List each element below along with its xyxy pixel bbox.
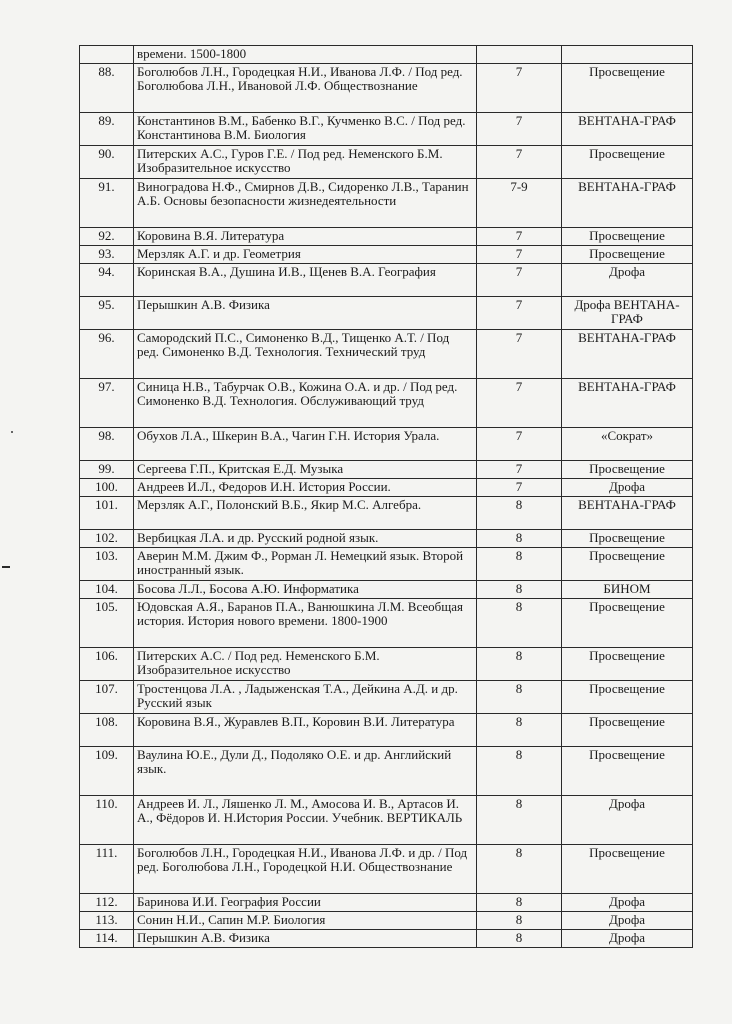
publisher-cell: Просвещение bbox=[562, 599, 693, 648]
publisher-cell: Просвещение bbox=[562, 228, 693, 246]
grade-cell: 7 bbox=[477, 297, 562, 330]
row-number: 88. bbox=[80, 64, 134, 113]
book-title: Андреев И.Л., Федоров И.Н. История России. bbox=[134, 479, 477, 497]
publisher-cell: Просвещение bbox=[562, 714, 693, 747]
row-number: 110. bbox=[80, 796, 134, 845]
row-number: 99. bbox=[80, 461, 134, 479]
book-title: Перышкин А.В. Физика bbox=[134, 297, 477, 330]
book-title: Виноградова Н.Ф., Смирнов Д.В., Сидоренко Л.В., Таранин А.Б. Основы безопасности жизнедеятельности bbox=[134, 179, 477, 228]
grade-cell: 7 bbox=[477, 330, 562, 379]
grade-cell: 8 bbox=[477, 747, 562, 796]
row-number: 92. bbox=[80, 228, 134, 246]
book-title: Сонин Н.И., Сапин М.Р. Биология bbox=[134, 912, 477, 930]
table-row bbox=[80, 681, 693, 714]
row-number bbox=[80, 46, 134, 64]
row-number: 113. bbox=[80, 912, 134, 930]
row-number: 108. bbox=[80, 714, 134, 747]
row-number: 107. bbox=[80, 681, 134, 714]
grade-cell: 7 bbox=[477, 379, 562, 428]
book-title: Мерзляк А.Г., Полонский В.Б., Якир М.С. Алгебра. bbox=[134, 497, 477, 530]
grade-cell: 7 bbox=[477, 228, 562, 246]
row-number: 91. bbox=[80, 179, 134, 228]
publisher-cell: Дрофа bbox=[562, 264, 693, 297]
grade-cell: 8 bbox=[477, 581, 562, 599]
grade-cell: 7 bbox=[477, 246, 562, 264]
table-row bbox=[80, 796, 693, 845]
book-title: Андреев И. Л., Ляшенко Л. М., Амосова И. В., Артасов И. А., Фёдоров И. Н.История России. Учебник. ВЕРТИКАЛЬ bbox=[134, 796, 477, 845]
book-title: Перышкин А.В. Физика bbox=[134, 930, 477, 948]
publisher-cell: Дрофа bbox=[562, 930, 693, 948]
grade-cell: 8 bbox=[477, 912, 562, 930]
grade-cell: 7 bbox=[477, 264, 562, 297]
table-row bbox=[80, 461, 693, 479]
grade-cell: 7 bbox=[477, 479, 562, 497]
row-number: 100. bbox=[80, 479, 134, 497]
book-title: Аверин М.М. Джим Ф., Рорман Л. Немецкий язык. Второй иностранный язык. bbox=[134, 548, 477, 581]
row-number: 102. bbox=[80, 530, 134, 548]
publisher-cell: Просвещение bbox=[562, 246, 693, 264]
textbook-table bbox=[79, 45, 693, 948]
table-row bbox=[80, 179, 693, 228]
row-number: 89. bbox=[80, 113, 134, 146]
publisher-cell: БИНОМ bbox=[562, 581, 693, 599]
book-title: времени. 1500-1800 bbox=[134, 46, 477, 64]
row-number: 96. bbox=[80, 330, 134, 379]
margin-mark bbox=[2, 566, 10, 568]
book-title: Коринская В.А., Душина И.В., Щенев В.А. География bbox=[134, 264, 477, 297]
table-row bbox=[80, 479, 693, 497]
table-row bbox=[80, 548, 693, 581]
publisher-cell: Просвещение bbox=[562, 461, 693, 479]
book-title: Мерзляк А.Г. и др. Геометрия bbox=[134, 246, 477, 264]
table-row bbox=[80, 845, 693, 894]
publisher-cell bbox=[562, 46, 693, 64]
publisher-cell: Дрофа bbox=[562, 912, 693, 930]
publisher-cell: Просвещение bbox=[562, 530, 693, 548]
table-row bbox=[80, 581, 693, 599]
table-row bbox=[80, 46, 693, 64]
publisher-cell: Дрофа ВЕНТАНА-ГРАФ bbox=[562, 297, 693, 330]
grade-cell: 8 bbox=[477, 796, 562, 845]
row-number: 97. bbox=[80, 379, 134, 428]
publisher-cell: Просвещение bbox=[562, 648, 693, 681]
book-title: Вербицкая Л.А. и др. Русский родной язык. bbox=[134, 530, 477, 548]
grade-cell: 7 bbox=[477, 146, 562, 179]
row-number: 101. bbox=[80, 497, 134, 530]
book-title: Коровина В.Я., Журавлев В.П., Коровин В.И. Литература bbox=[134, 714, 477, 747]
book-title: Боголюбов Л.Н., Городецкая Н.И., Иванова Л.Ф. и др. / Под ред. Боголюбова Л.Н., Городецкой Н.И. Обществознание bbox=[134, 845, 477, 894]
table-row bbox=[80, 747, 693, 796]
publisher-cell: Дрофа bbox=[562, 796, 693, 845]
book-title: Самородский П.С., Симоненко В.Д., Тищенко А.Т. / Под ред. Симоненко В.Д. Технология. Технический труд bbox=[134, 330, 477, 379]
table-row bbox=[80, 714, 693, 747]
grade-cell: 7 bbox=[477, 461, 562, 479]
publisher-cell: «Сократ» bbox=[562, 428, 693, 461]
table-row bbox=[80, 379, 693, 428]
row-number: 95. bbox=[80, 297, 134, 330]
grade-cell: 7-9 bbox=[477, 179, 562, 228]
grade-cell: 8 bbox=[477, 845, 562, 894]
table-body bbox=[80, 46, 693, 948]
book-title: Баринова И.И. География России bbox=[134, 894, 477, 912]
publisher-cell: Дрофа bbox=[562, 894, 693, 912]
book-title: Коровина В.Я. Литература bbox=[134, 228, 477, 246]
publisher-cell: ВЕНТАНА-ГРАФ bbox=[562, 330, 693, 379]
publisher-cell: Просвещение bbox=[562, 548, 693, 581]
grade-cell: 8 bbox=[477, 714, 562, 747]
table-row bbox=[80, 530, 693, 548]
row-number: 114. bbox=[80, 930, 134, 948]
scan-speck bbox=[11, 431, 13, 433]
book-title: Боголюбов Л.Н., Городецкая Н.И., Иванова Л.Ф. / Под ред. Боголюбова Л.Н., Ивановой Л.Ф. Обществознание bbox=[134, 64, 477, 113]
row-number: 111. bbox=[80, 845, 134, 894]
table-row bbox=[80, 228, 693, 246]
grade-cell: 8 bbox=[477, 930, 562, 948]
grade-cell: 7 bbox=[477, 64, 562, 113]
publisher-cell: Просвещение bbox=[562, 64, 693, 113]
publisher-cell: ВЕНТАНА-ГРАФ bbox=[562, 379, 693, 428]
table-row bbox=[80, 912, 693, 930]
table-row bbox=[80, 297, 693, 330]
grade-cell: 7 bbox=[477, 113, 562, 146]
book-title: Питерских А.С. / Под ред. Неменского Б.М. Изобразительное искусство bbox=[134, 648, 477, 681]
row-number: 109. bbox=[80, 747, 134, 796]
publisher-cell: Дрофа bbox=[562, 479, 693, 497]
book-title: Синица Н.В., Табурчак О.В., Кожина О.А. и др. / Под ред. Симоненко В.Д. Технология. Обслуживающий труд bbox=[134, 379, 477, 428]
publisher-cell: ВЕНТАНА-ГРАФ bbox=[562, 179, 693, 228]
row-number: 106. bbox=[80, 648, 134, 681]
book-title: Босова Л.Л., Босова А.Ю. Информатика bbox=[134, 581, 477, 599]
table-row bbox=[80, 428, 693, 461]
table-row bbox=[80, 894, 693, 912]
grade-cell bbox=[477, 46, 562, 64]
grade-cell: 7 bbox=[477, 428, 562, 461]
book-title: Обухов Л.А., Шкерин В.А., Чагин Г.Н. История Урала. bbox=[134, 428, 477, 461]
table-row bbox=[80, 264, 693, 297]
row-number: 105. bbox=[80, 599, 134, 648]
row-number: 112. bbox=[80, 894, 134, 912]
table-row bbox=[80, 497, 693, 530]
publisher-cell: Просвещение bbox=[562, 146, 693, 179]
grade-cell: 8 bbox=[477, 548, 562, 581]
grade-cell: 8 bbox=[477, 530, 562, 548]
grade-cell: 8 bbox=[477, 599, 562, 648]
book-title: Ваулина Ю.Е., Дули Д., Подоляко О.Е. и др. Английский язык. bbox=[134, 747, 477, 796]
table-row bbox=[80, 146, 693, 179]
grade-cell: 8 bbox=[477, 497, 562, 530]
book-title: Сергеева Г.П., Критская Е.Д. Музыка bbox=[134, 461, 477, 479]
publisher-cell: ВЕНТАНА-ГРАФ bbox=[562, 113, 693, 146]
table-row bbox=[80, 64, 693, 113]
table-row bbox=[80, 330, 693, 379]
publisher-cell: ВЕНТАНА-ГРАФ bbox=[562, 497, 693, 530]
row-number: 103. bbox=[80, 548, 134, 581]
table-row bbox=[80, 246, 693, 264]
table-row bbox=[80, 930, 693, 948]
row-number: 98. bbox=[80, 428, 134, 461]
book-title: Питерских А.С., Гуров Г.Е. / Под ред. Неменского Б.М. Изобразительное искусство bbox=[134, 146, 477, 179]
grade-cell: 8 bbox=[477, 648, 562, 681]
book-title: Тростенцова Л.А. , Ладыженская Т.А., Дейкина А.Д. и др. Русский язык bbox=[134, 681, 477, 714]
table-row bbox=[80, 648, 693, 681]
grade-cell: 8 bbox=[477, 681, 562, 714]
publisher-cell: Просвещение bbox=[562, 681, 693, 714]
publisher-cell: Просвещение bbox=[562, 845, 693, 894]
row-number: 90. bbox=[80, 146, 134, 179]
row-number: 93. bbox=[80, 246, 134, 264]
book-title: Константинов В.М., Бабенко В.Г., Кучменко В.С. / Под ред. Константинова В.М. Биология bbox=[134, 113, 477, 146]
row-number: 104. bbox=[80, 581, 134, 599]
publisher-cell: Просвещение bbox=[562, 747, 693, 796]
book-title: Юдовская А.Я., Баранов П.А., Ванюшкина Л.М. Всеобщая история. История нового времени. 1800-1900 bbox=[134, 599, 477, 648]
grade-cell: 8 bbox=[477, 894, 562, 912]
table-row bbox=[80, 113, 693, 146]
row-number: 94. bbox=[80, 264, 134, 297]
table-row bbox=[80, 599, 693, 648]
